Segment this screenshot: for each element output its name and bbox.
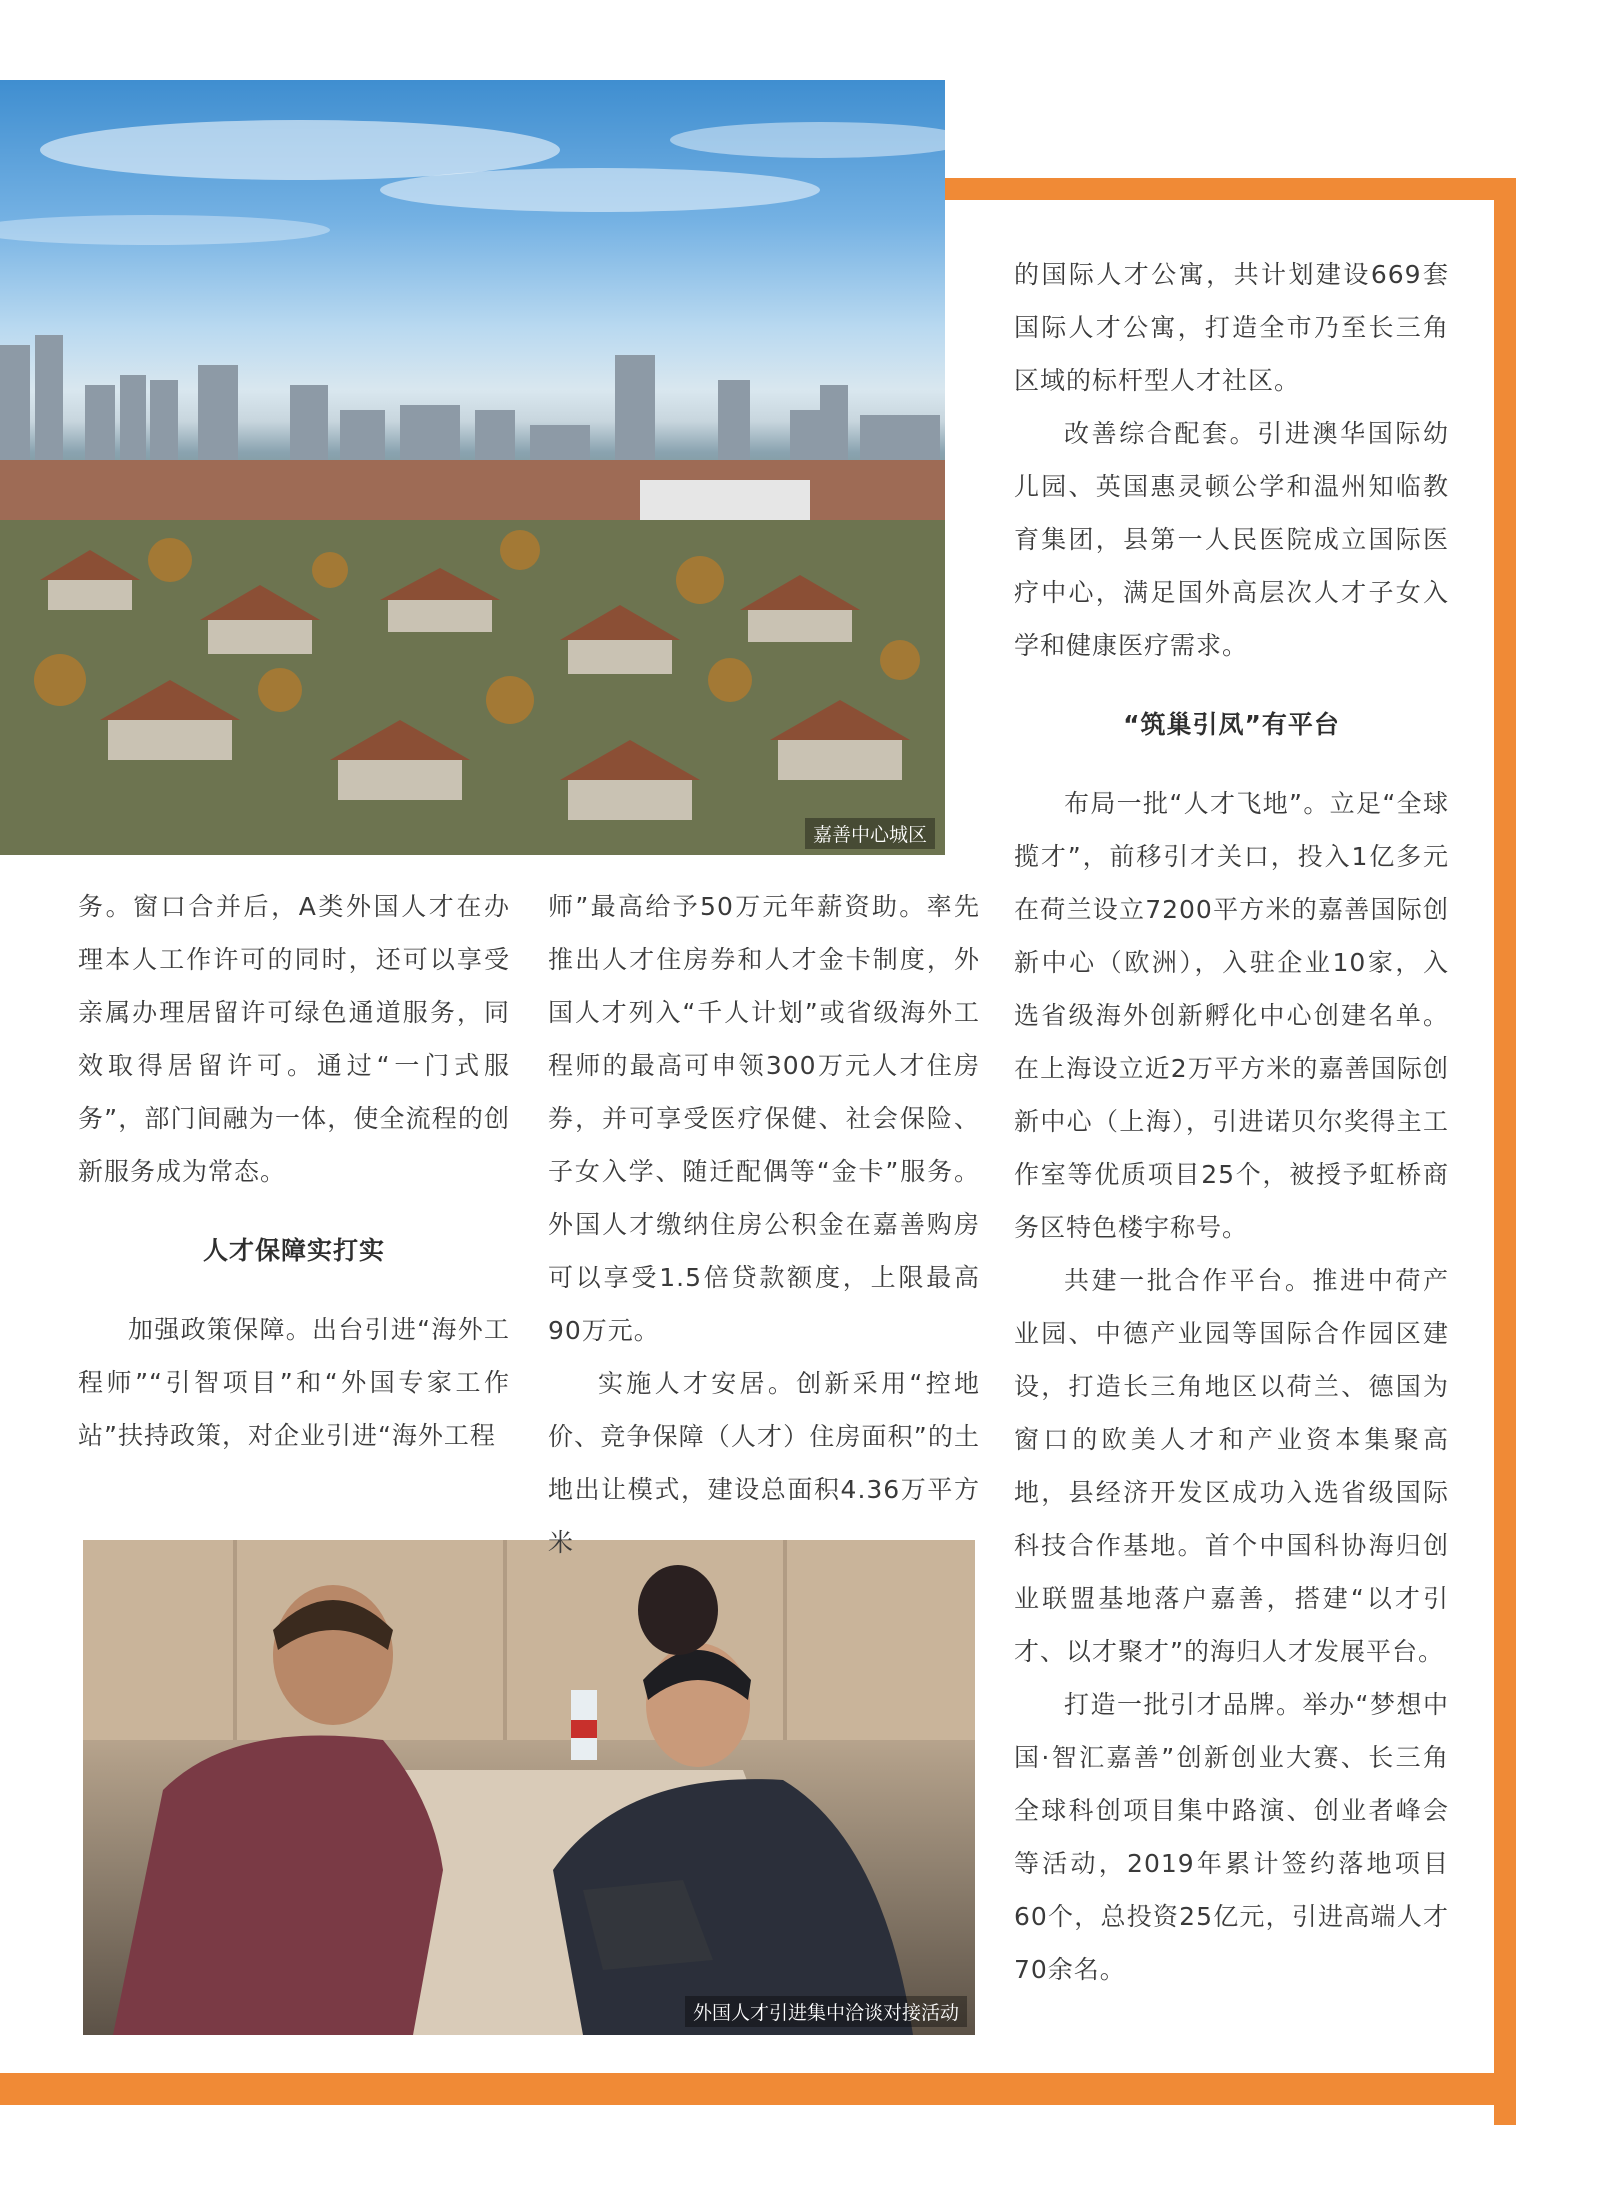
meeting-photo-caption: 外国人才引进集中洽谈对接活动	[685, 1996, 967, 2027]
city-photo	[0, 80, 945, 855]
meeting-illustration	[83, 1540, 975, 2035]
right-paragraph-4: 共建一批合作平台。推进中荷产业园、中德产业园等国际合作园区建设，打造长三角地区以荷兰、德国为窗口的欧美人才和产业资本集聚高地，县经济开发区成功入选省级国际科技合作基地。首个中国科协海归创业联盟基地落户嘉善，搭建“以才引才、以才聚才”的海归人才发展平台。	[1014, 1266, 1449, 1666]
city-skyline-illustration	[0, 80, 945, 855]
right-paragraph-2: 改善综合配套。引进澳华国际幼儿园、英国惠灵顿公学和温州知临教育集团，县第一人民医院成立国际医疗中心，满足国外高层次人才子女入学和健康医疗需求。	[1014, 419, 1449, 660]
right-paragraph-5: 打造一批引才品牌。举办“梦想中国·智汇嘉善”创新创业大赛、长三角全球科创项目集中路演、创业者峰会等活动，2019年累计签约落地项目60个，总投资25亿元，引进高端人才70余名。	[1014, 1690, 1449, 1984]
orange-frame-top	[945, 178, 1516, 200]
city-photo-caption: 嘉善中心城区	[805, 818, 935, 849]
left-paragraph-1: 务。窗口合并后，A类外国人才在办理本人工作许可的同时，还可以享受亲属办理居留许可绿色通道服务，同效取得居留许可。通过“一门式服务”，部门间融为一体，使全流程的创新服务成为常态。	[78, 892, 510, 1186]
right-paragraph-1: 的国际人才公寓，共计划建设669套国际人才公寓，打造全市乃至长三角区域的标杆型人才社区。	[1014, 260, 1449, 395]
orange-frame-right	[1494, 178, 1516, 2125]
right-column	[1014, 248, 1449, 1996]
middle-paragraph-2: 实施人才安居。创新采用“控地价、竞争保障（人才）住房面积”的土地出让模式，建设总面积4.36万平方米	[548, 1369, 980, 1557]
meeting-photo	[83, 1540, 975, 2035]
heading-platform: “筑巢引凤”有平台	[1123, 710, 1340, 739]
left-column	[78, 880, 510, 1462]
orange-frame-bottom	[0, 2073, 1516, 2105]
heading-talent-security: 人才保障实打实	[202, 1236, 385, 1265]
right-paragraph-3: 布局一批“人才飞地”。立足“全球揽才”，前移引才关口，投入1亿多元在荷兰设立7200平方米的嘉善国际创新中心（欧洲），入驻企业10家，入选省级海外创新孵化中心创建名单。在上海设立近2万平方米的嘉善国际创新中心（上海），引进诺贝尔奖得主工作室等优质项目25个，被授予虹桥商务区特色楼宇称号。	[1014, 789, 1449, 1242]
middle-column	[548, 880, 980, 1569]
left-paragraph-2: 加强政策保障。出台引进“海外工程师”“引智项目”和“外国专家工作站”扶持政策，对企业引进“海外工程	[78, 1315, 510, 1450]
middle-paragraph-1: 师”最高给予50万元年薪资助。率先推出人才住房券和人才金卡制度，外国人才列入“千人计划”或省级海外工程师的最高可申领300万元人才住房券，并可享受医疗保健、社会保险、子女入学、随迁配偶等“金卡”服务。外国人才缴纳住房公积金在嘉善购房可以享受1.5倍贷款额度，上限最高90万元。	[548, 892, 980, 1345]
